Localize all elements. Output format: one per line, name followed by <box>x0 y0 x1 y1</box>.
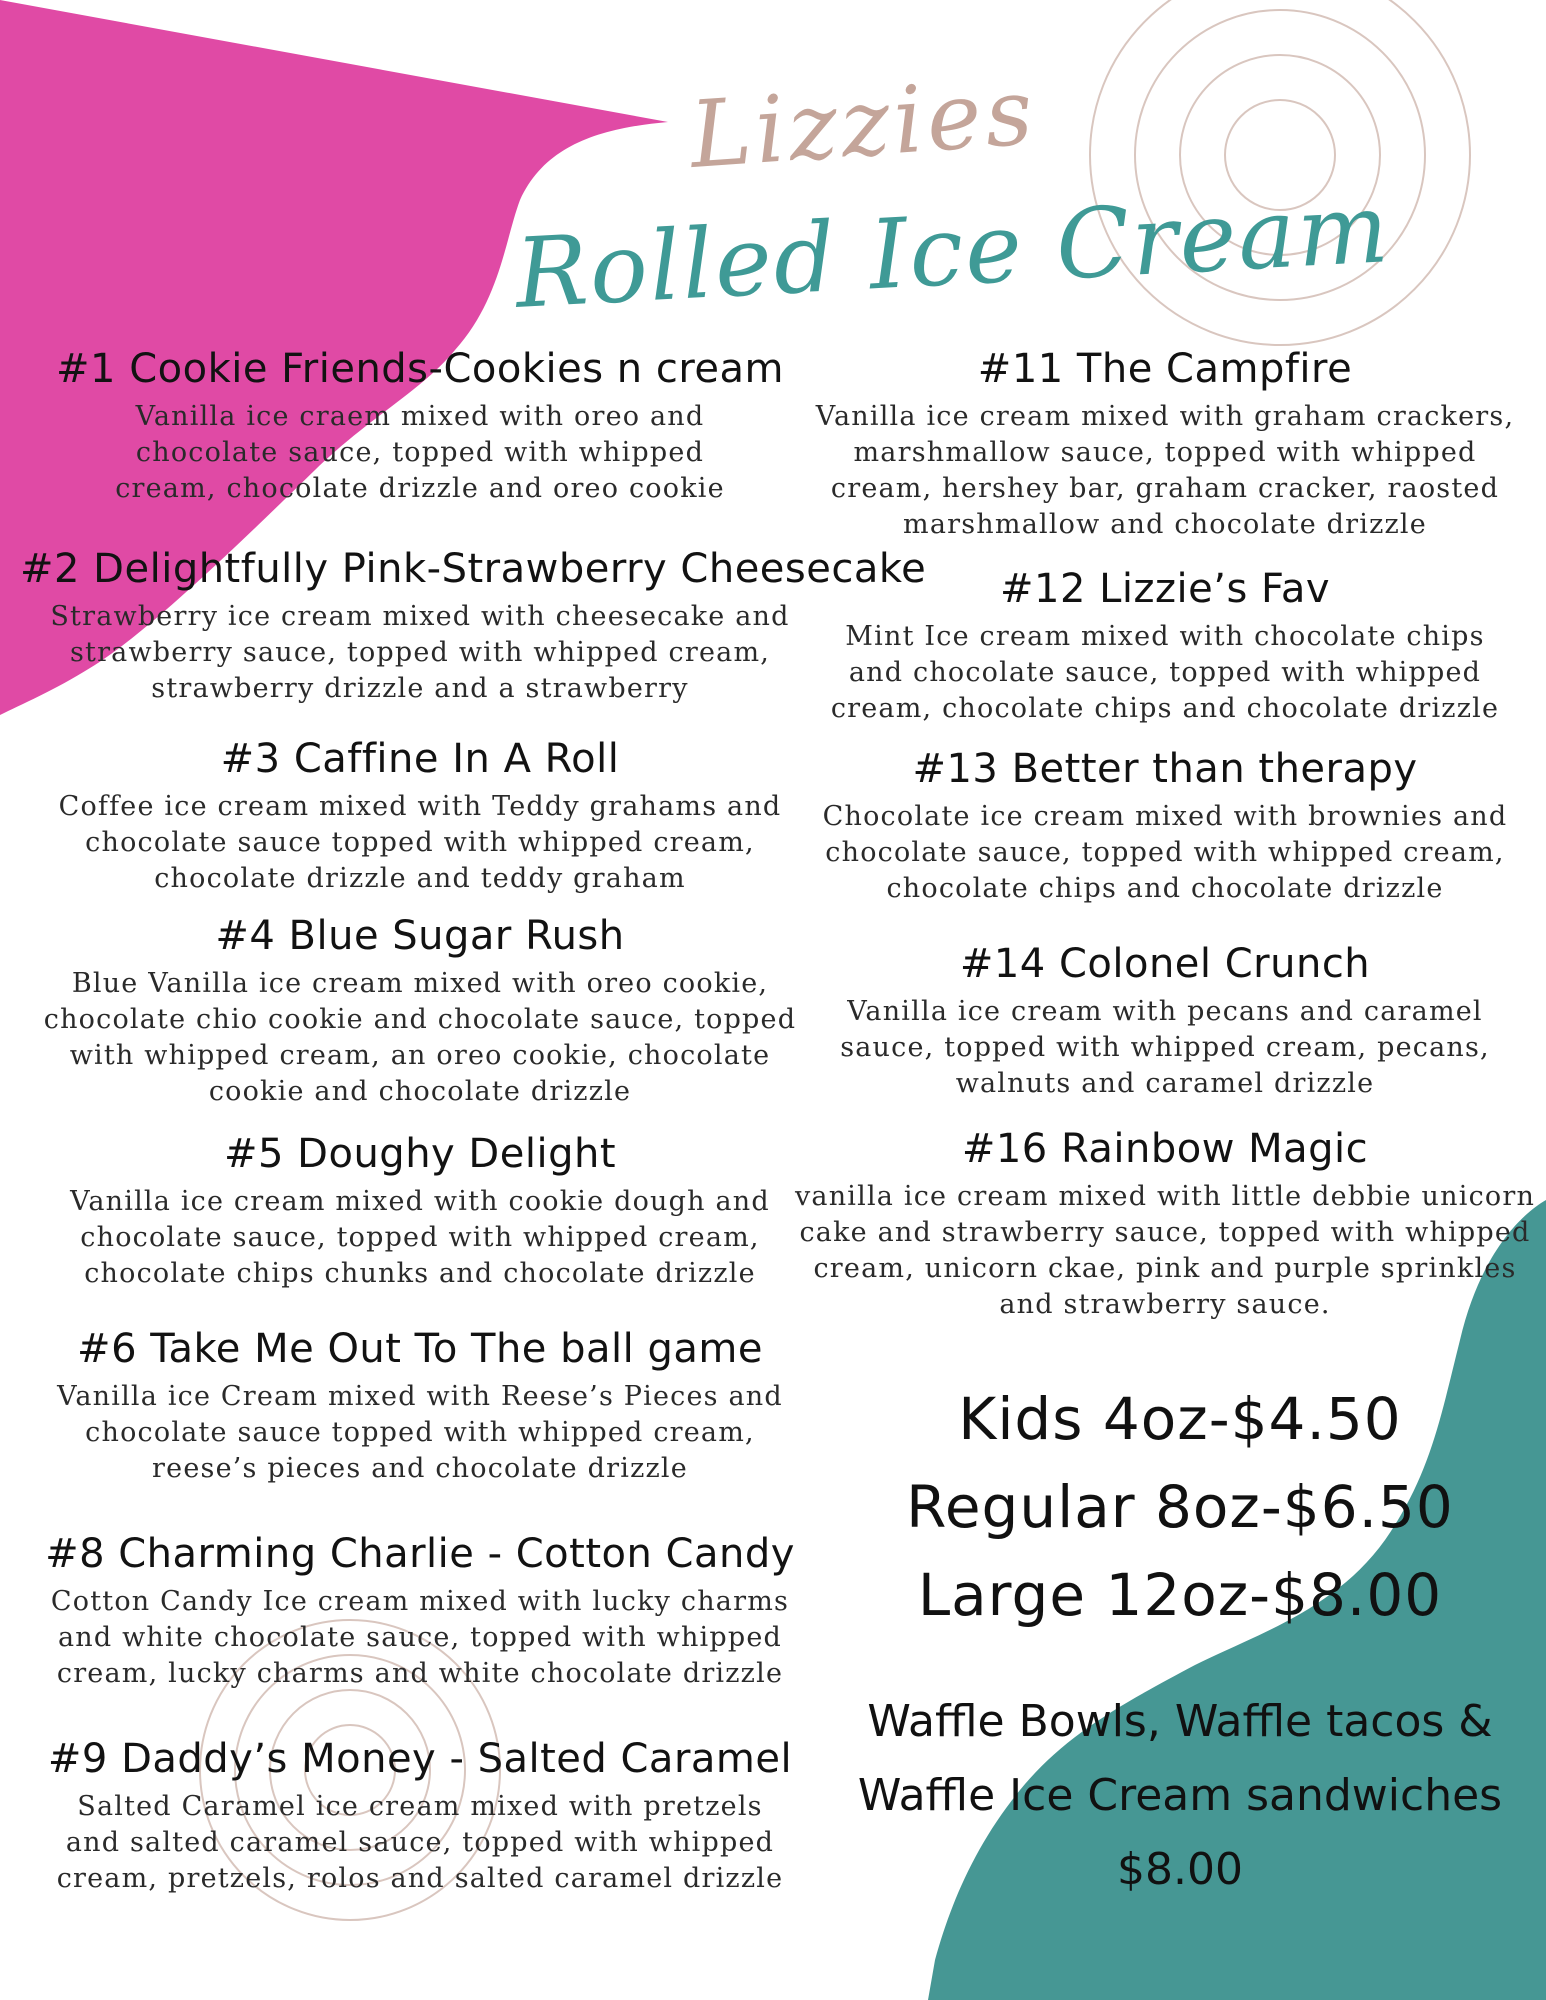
item-name: #4 Blue Sugar Rush <box>215 913 625 959</box>
item-name: #9 Daddy’s Money - Salted Caramel <box>47 1736 793 1782</box>
item-name: #16 Rainbow Magic <box>961 1126 1369 1172</box>
item-description: Cotton Candy Ice cream mixed with lucky charms and white chocolate sauce, topped with whipped cream, lucky charms and white chocolate drizzle <box>50 1586 790 1689</box>
brand-script-main: Rolled Ice Cream <box>512 172 1394 330</box>
item-name: #3 Caffine In A Roll <box>220 736 620 782</box>
menu-item <box>790 940 1540 1102</box>
size-price-list <box>860 1375 1500 1639</box>
menu-item <box>790 1125 1540 1323</box>
menu-item <box>20 1130 820 1292</box>
item-name: #6 Take Me Out To The ball game <box>77 1326 763 1372</box>
item-description: Vanilla ice cream with pecans and caramel sauce, topped with whipped cream, pecans, walnuts and caramel drizzle <box>840 996 1490 1099</box>
menu-item <box>790 745 1540 907</box>
item-name: #1 Cookie Friends-Cookies n cream <box>56 346 784 392</box>
item-description: vanilla ice cream mixed with little debbie unicorn cake and strawberry sauce, topped with whipped cream, unicorn ckae, pink and purple sprinkles and strawberry sauce. <box>794 1181 1536 1320</box>
item-description: Coffee ice cream mixed with Teddy grahams and chocolate sauce topped with whipped cream, chocolate drizzle and teddy graham <box>58 791 782 894</box>
item-description: Vanilla ice cream mixed with cookie dough and chocolate sauce, topped with whipped cream, chocolate chips chunks and chocolate drizzle <box>70 1186 770 1289</box>
menu-item <box>790 345 1540 543</box>
waffle-line: Waffle Ice Cream sandwiches <box>857 1770 1503 1821</box>
item-name: #11 The Campfire <box>977 346 1353 392</box>
menu-item <box>20 1530 820 1692</box>
menu-item <box>20 1735 820 1897</box>
item-description: Strawberry ice cream mixed with cheesecake and strawberry sauce, topped with whipped cream, strawberry drizzle and a strawberry <box>50 601 790 704</box>
item-description: Blue Vanilla ice cream mixed with oreo cookie, chocolate chio cookie and chocolate sauce, topped with whipped cream, an oreo cookie, chocolate cookie and chocolate drizzle <box>43 968 797 1107</box>
waffle-offer <box>830 1685 1530 1907</box>
item-name: #13 Better than therapy <box>912 746 1418 792</box>
menu-item <box>790 565 1540 727</box>
price-kids: Kids 4oz-$4.50 <box>958 1385 1402 1453</box>
brand-script-top: Lizzies <box>686 58 1040 189</box>
menu-item <box>20 912 820 1110</box>
item-name: #2 Delightfully Pink-Strawberry Cheesecake <box>20 546 927 592</box>
item-description: Salted Caramel ice cream mixed with pretzels and salted caramel sauce, topped with whipped cream, pretzels, rolos and salted caramel drizzle <box>56 1791 784 1894</box>
item-name: #8 Charming Charlie - Cotton Candy <box>45 1531 795 1577</box>
item-description: Chocolate ice cream mixed with brownies and chocolate sauce, topped with whipped cream, chocolate chips and chocolate drizzle <box>822 801 1508 904</box>
menu-item <box>20 545 927 707</box>
item-description: Vanilla ice cream mixed with graham crackers, marshmallow sauce, topped with whipped cream, hershey bar, graham cracker, raosted marshmallow and chocolate drizzle <box>815 401 1515 540</box>
price-regular: Regular 8oz-$6.50 <box>906 1473 1454 1541</box>
waffle-price: $8.00 <box>1117 1844 1243 1895</box>
menu-item <box>20 735 820 897</box>
menu-item <box>20 345 820 507</box>
menu-item <box>20 1325 820 1487</box>
item-name: #14 Colonel Crunch <box>959 941 1371 987</box>
item-name: #5 Doughy Delight <box>224 1131 616 1177</box>
price-large: Large 12oz-$8.00 <box>917 1561 1443 1629</box>
item-description: Vanilla ice Cream mixed with Reese’s Pieces and chocolate sauce topped with whipped cream, reese’s pieces and chocolate drizzle <box>57 1381 783 1484</box>
waffle-line: Waffle Bowls, Waffle tacos & <box>867 1696 1493 1747</box>
item-name: #12 Lizzie’s Fav <box>999 566 1331 612</box>
item-description: Mint Ice cream mixed with chocolate chips and chocolate sauce, topped with whipped cream, chocolate chips and chocolate drizzle <box>830 621 1500 724</box>
item-description: Vanilla ice craem mixed with oreo and chocolate sauce, topped with whipped cream, chocolate drizzle and oreo cookie <box>115 401 725 504</box>
